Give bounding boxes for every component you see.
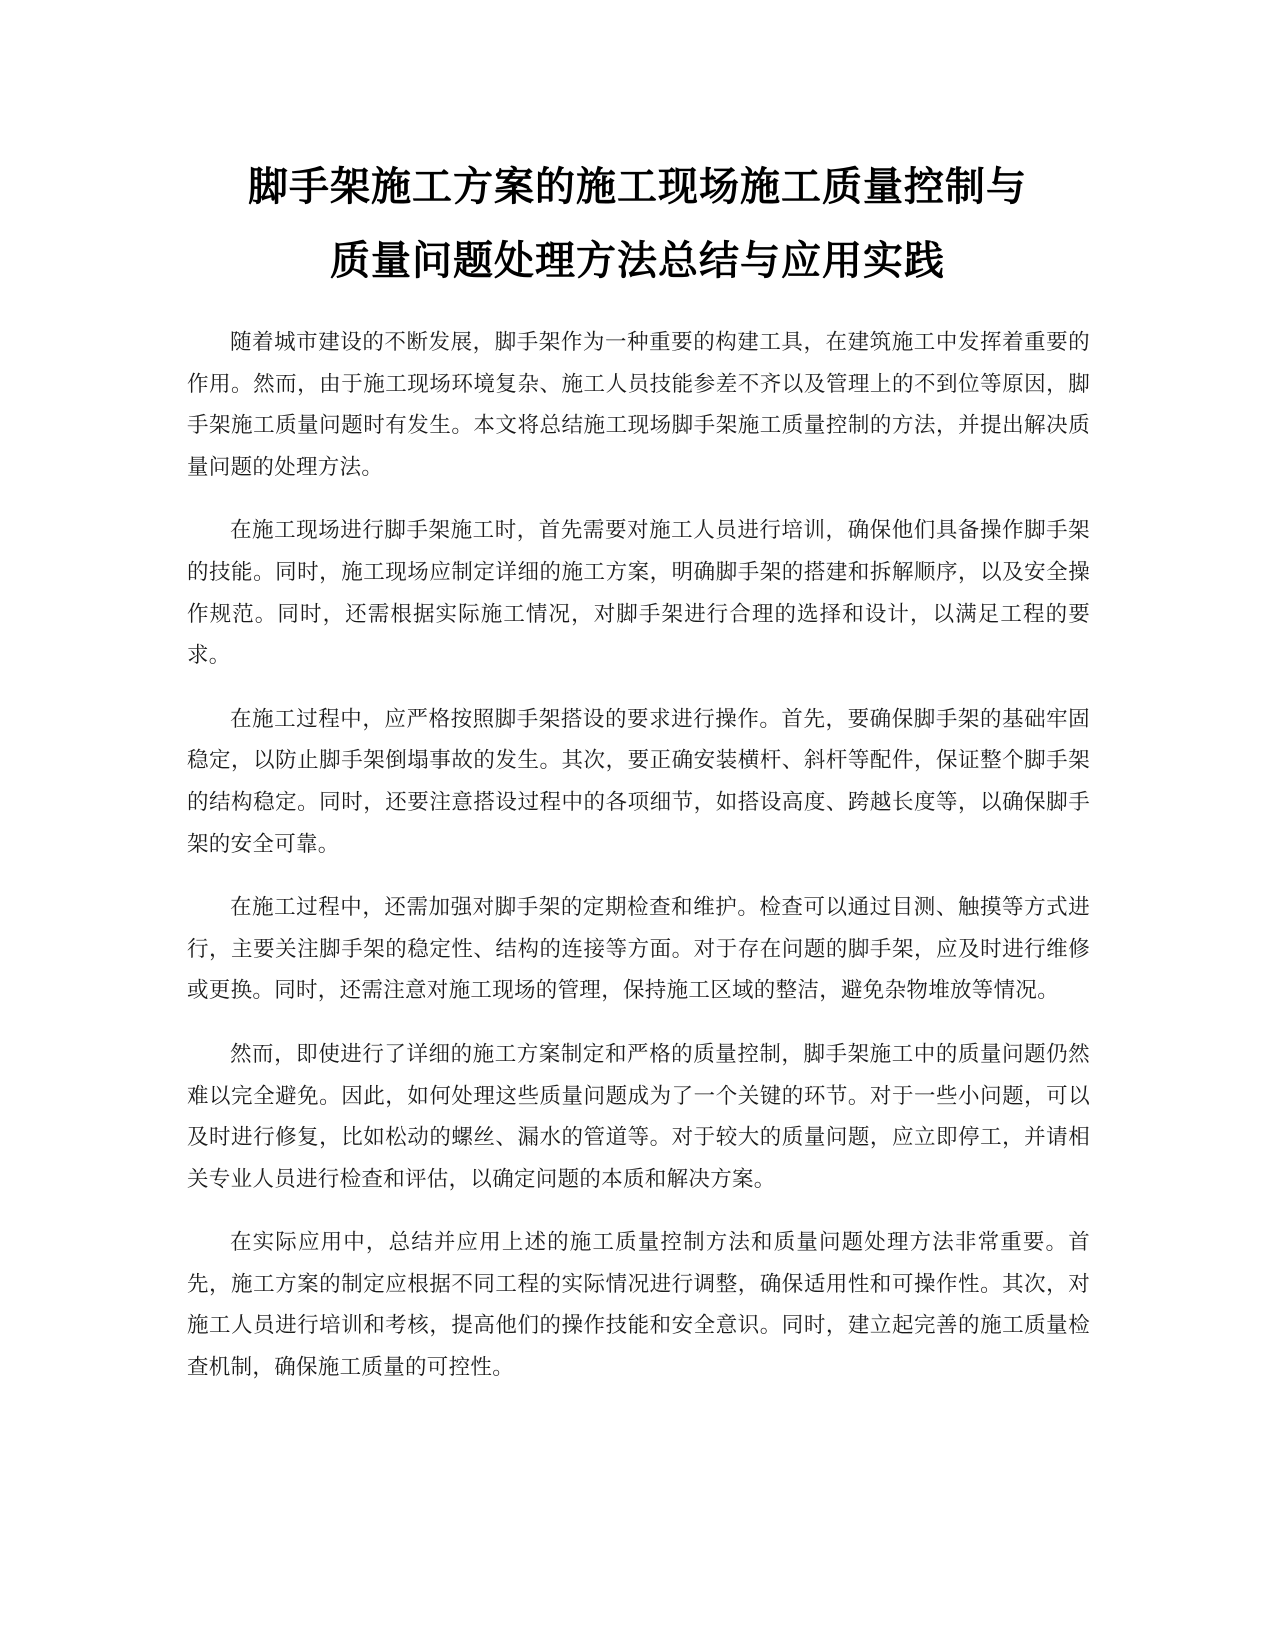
paragraph-1: 随着城市建设的不断发展，脚手架作为一种重要的构建工具，在建筑施工中发挥着重要的作用。然而，由于施工现场环境复杂、施工人员技能参差不齐以及管理上的不到位等原因，脚手架施工质量问题时有发生。本文将总结施工现场脚手架施工质量控制的方法，并提出解决质量问题的处理方法。 [187,330,1090,480]
paragraph-4: 在施工过程中，还需加强对脚手架的定期检查和维护。检查可以通过目测、触摸等方式进行，主要关注脚手架的稳定性、结构的连接等方面。对于存在问题的脚手架，应及时进行维修或更换。同时，还需注意对施工现场的管理，保持施工区域的整洁，避免杂物堆放等情况。 [187,895,1090,1004]
paragraph-6: 在实际应用中，总结并应用上述的施工质量控制方法和质量问题处理方法非常重要。首先，施工方案的制定应根据不同工程的实际情况进行调整，确保适用性和可操作性。其次，对施工人员进行培训和考核，提高他们的操作技能和安全意识。同时，建立起完善的施工质量检查机制，确保施工质量的可控性。 [187,1230,1090,1381]
paragraph-3: 在施工过程中，应严格按照脚手架搭设的要求进行操作。首先，要确保脚手架的基础牢固稳定，以防止脚手架倒塌事故的发生。其次，要正确安装横杆、斜杆等配件，保证整个脚手架的结构稳定。同时，还要注意搭设过程中的各项细节，如搭设高度、跨越长度等，以确保脚手架的安全可靠。 [187,706,1090,857]
title-line-2: 质量问题处理方法总结与应用实践 [330,238,945,284]
document-body [187,322,1090,1411]
title-line-1: 脚手架施工方案的施工现场施工质量控制与 [248,164,1027,210]
document-title [150,150,1125,298]
paragraph-5: 然而，即使进行了详细的施工方案制定和严格的质量控制，脚手架施工中的质量问题仍然难以完全避免。因此，如何处理这些质量问题成为了一个关键的环节。对于一些小问题，可以及时进行修复，比如松动的螺丝、漏水的管道等。对于较大的质量问题，应立即停工，并请相关专业人员进行检查和评估，以确定问题的本质和解决方案。 [187,1041,1090,1192]
paragraph-2: 在施工现场进行脚手架施工时，首先需要对施工人员进行培训，确保他们具备操作脚手架的技能。同时，施工现场应制定详细的施工方案，明确脚手架的搭建和拆解顺序，以及安全操作规范。同时，还需根据实际施工情况，对脚手架进行合理的选择和设计，以满足工程的要求。 [187,518,1090,669]
